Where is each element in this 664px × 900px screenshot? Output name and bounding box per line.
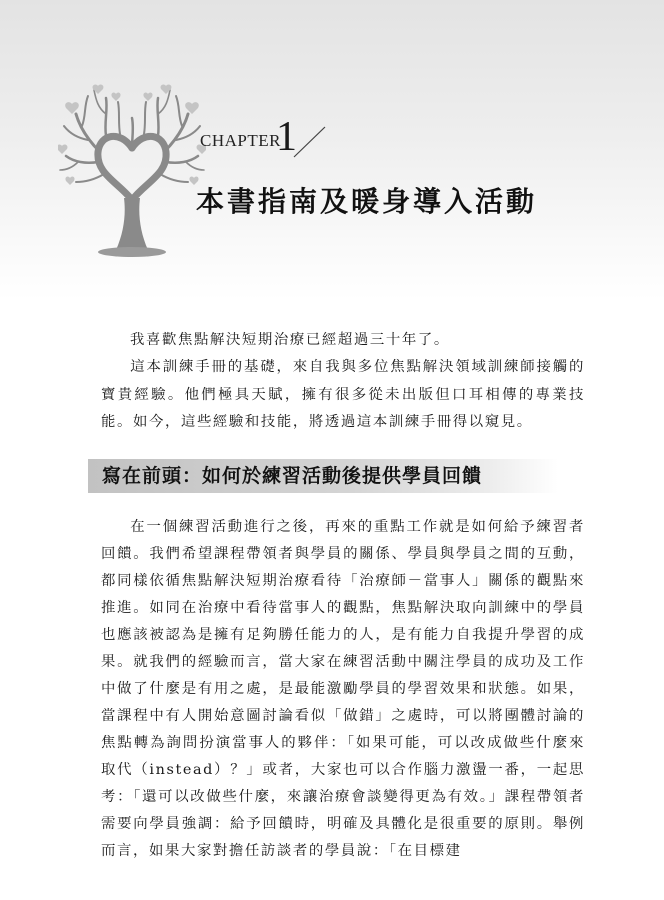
chapter-number: 1 bbox=[276, 114, 297, 160]
intro-paragraph: 這本訓練手冊的基礎，來自我與多位焦點解決領域訓練師接觸的寶貴經驗。他們極具天賦，擁有很多從未出版但口耳相傳的專業技能。如今，這些經驗和技能，將透過這本訓練手冊得以窺見。 bbox=[101, 359, 585, 430]
section-body-paragraph: 在一個練習活動進行之後，再來的重點工作就是如何給予練習者回饋。我們希望課程帶領者與學員的關係、學員與學員之間的互動，都同樣依循焦點解決短期治療看待「治療師－當事人」關係的觀點來推進。如同在治療中看待當事人的觀點，焦點解決取向訓練中的學員也應該被認為是擁有足夠勝任能力的人，是有能力自我提升學習的成果。就我們的經驗而言，當大家在練習活動中關注學員的成功及工作中做了什麼是有用之處，是最能激勵學員的學習效果和狀態。如果，當課程中有人開始意圖討論看似「做錯」之處時，可以將團體討論的焦點轉為詢問扮演當事人的夥伴：「如果可能，可以改成做些什麼來取代（instead）？」或者，大家也可以合作腦力激盪一番，一起思考：「還可以改做些什麼，來讓治療會談變得更為有效。」課程帶領者需要向學員強調：給予回饋時，明確及具體化是很重要的原則。舉例而言，如果大家對擔任訪談者的學員說：「在目標建 bbox=[101, 519, 585, 859]
chapter-title: 本書指南及暖身導入活動 bbox=[196, 185, 538, 218]
intro-paragraph: 我喜歡焦點解決短期治療已經超過三十年了。 bbox=[130, 332, 450, 348]
section-heading: 寫在前頭：如何於練習活動後提供學員回饋 bbox=[102, 465, 483, 487]
intro-block bbox=[101, 327, 585, 436]
heart-tree-icon bbox=[58, 82, 206, 260]
chapter-slash-divider bbox=[292, 126, 326, 158]
chapter-label: CHAPTER bbox=[200, 131, 281, 150]
